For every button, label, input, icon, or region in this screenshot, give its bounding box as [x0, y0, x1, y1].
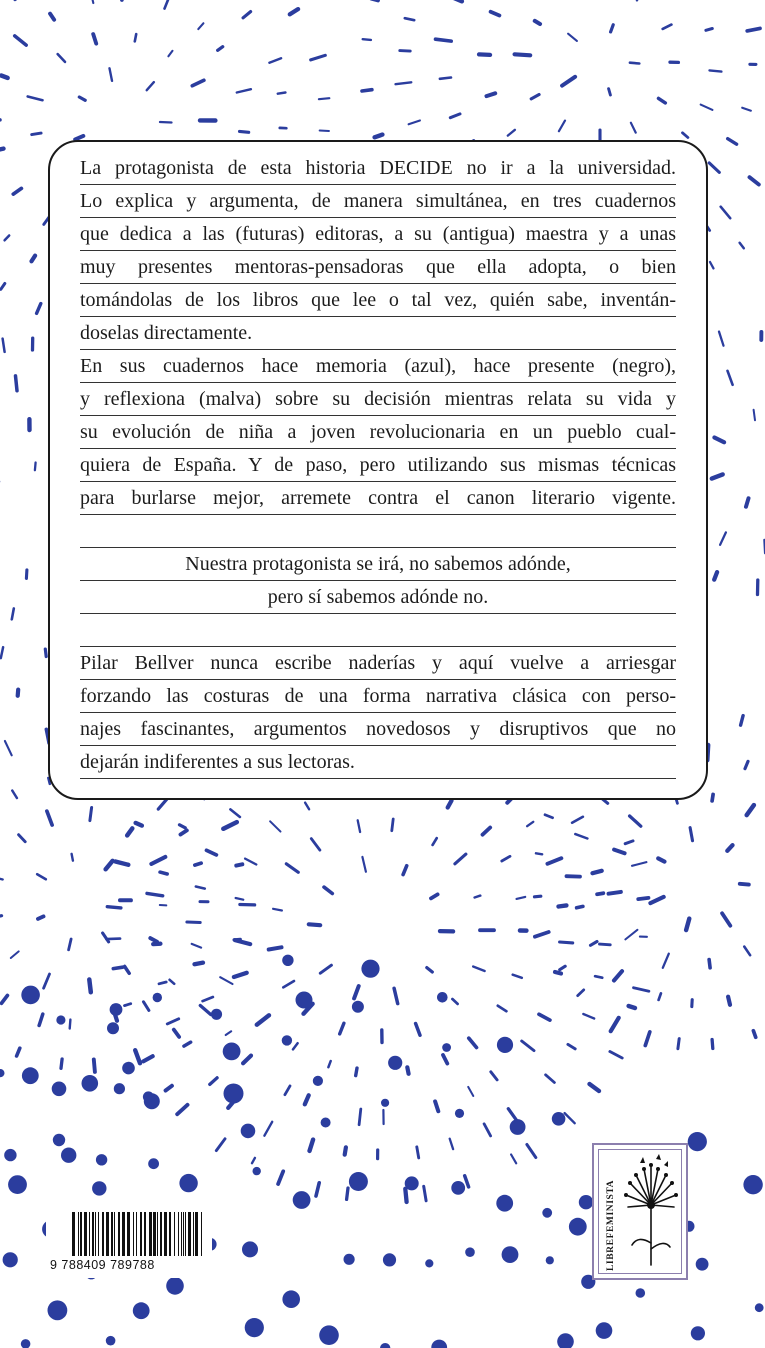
blurb-line: que dedica a las (futuras) editoras, a su (antigua) maestra y a unas [80, 218, 676, 251]
blurb-line: forzando las costuras de una forma narrativa clásica con perso- [80, 680, 676, 713]
blank-ruled-line [80, 614, 676, 647]
barcode-bars [72, 1212, 204, 1258]
quote-line: pero sí sabemos adónde no. [80, 581, 676, 614]
quote-line: Nuestra protagonista se irá, no sabemos adónde, [80, 548, 676, 581]
blurb-line: Pilar Bellver nunca escribe naderías y aquí vuelve a arriesgar [80, 647, 676, 680]
blurb-line: quiera de España. Y de paso, pero utilizando sus mismas técnicas [80, 449, 676, 482]
publisher-name: LIBREFEMINISTA [606, 1179, 616, 1271]
blurb-line: dejarán indiferentes a sus lectoras. [80, 746, 676, 779]
blank-ruled-line [80, 515, 676, 548]
blurb-line: En sus cuadernos hace memoria (azul), hace presente (negro), [80, 350, 676, 383]
flower-icon [620, 1153, 682, 1273]
blurb-line: La protagonista de esta historia DECIDE no ir a la universidad. [80, 152, 676, 185]
isbn-digits: 9 788409 789788 [50, 1258, 155, 1272]
blurb-line: tomándolas de los libros que lee o tal vez, quién sabe, inventán- [80, 284, 676, 317]
blurb-line: para burlarse mejor, arremete contra el canon literario vigente. [80, 482, 676, 515]
isbn-barcode [46, 1208, 212, 1278]
publisher-logo [592, 1143, 688, 1280]
blurb-line: doselas directamente. [80, 317, 676, 350]
blurb-line: su evolución de niña a joven revolucionaria en un pueblo cual- [80, 416, 676, 449]
blurb-line: Lo explica y argumenta, de manera simultánea, en tres cuadernos [80, 185, 676, 218]
blurb-line: najes fascinantes, argumentos novedosos y disruptivos que no [80, 713, 676, 746]
blurb-line: muy presentes mentoras-pensadoras que ella adopta, o bien [80, 251, 676, 284]
blurb-card [48, 140, 708, 800]
blurb-line: y reflexiona (malva) sobre su decisión mientras relata su vida y [80, 383, 676, 416]
